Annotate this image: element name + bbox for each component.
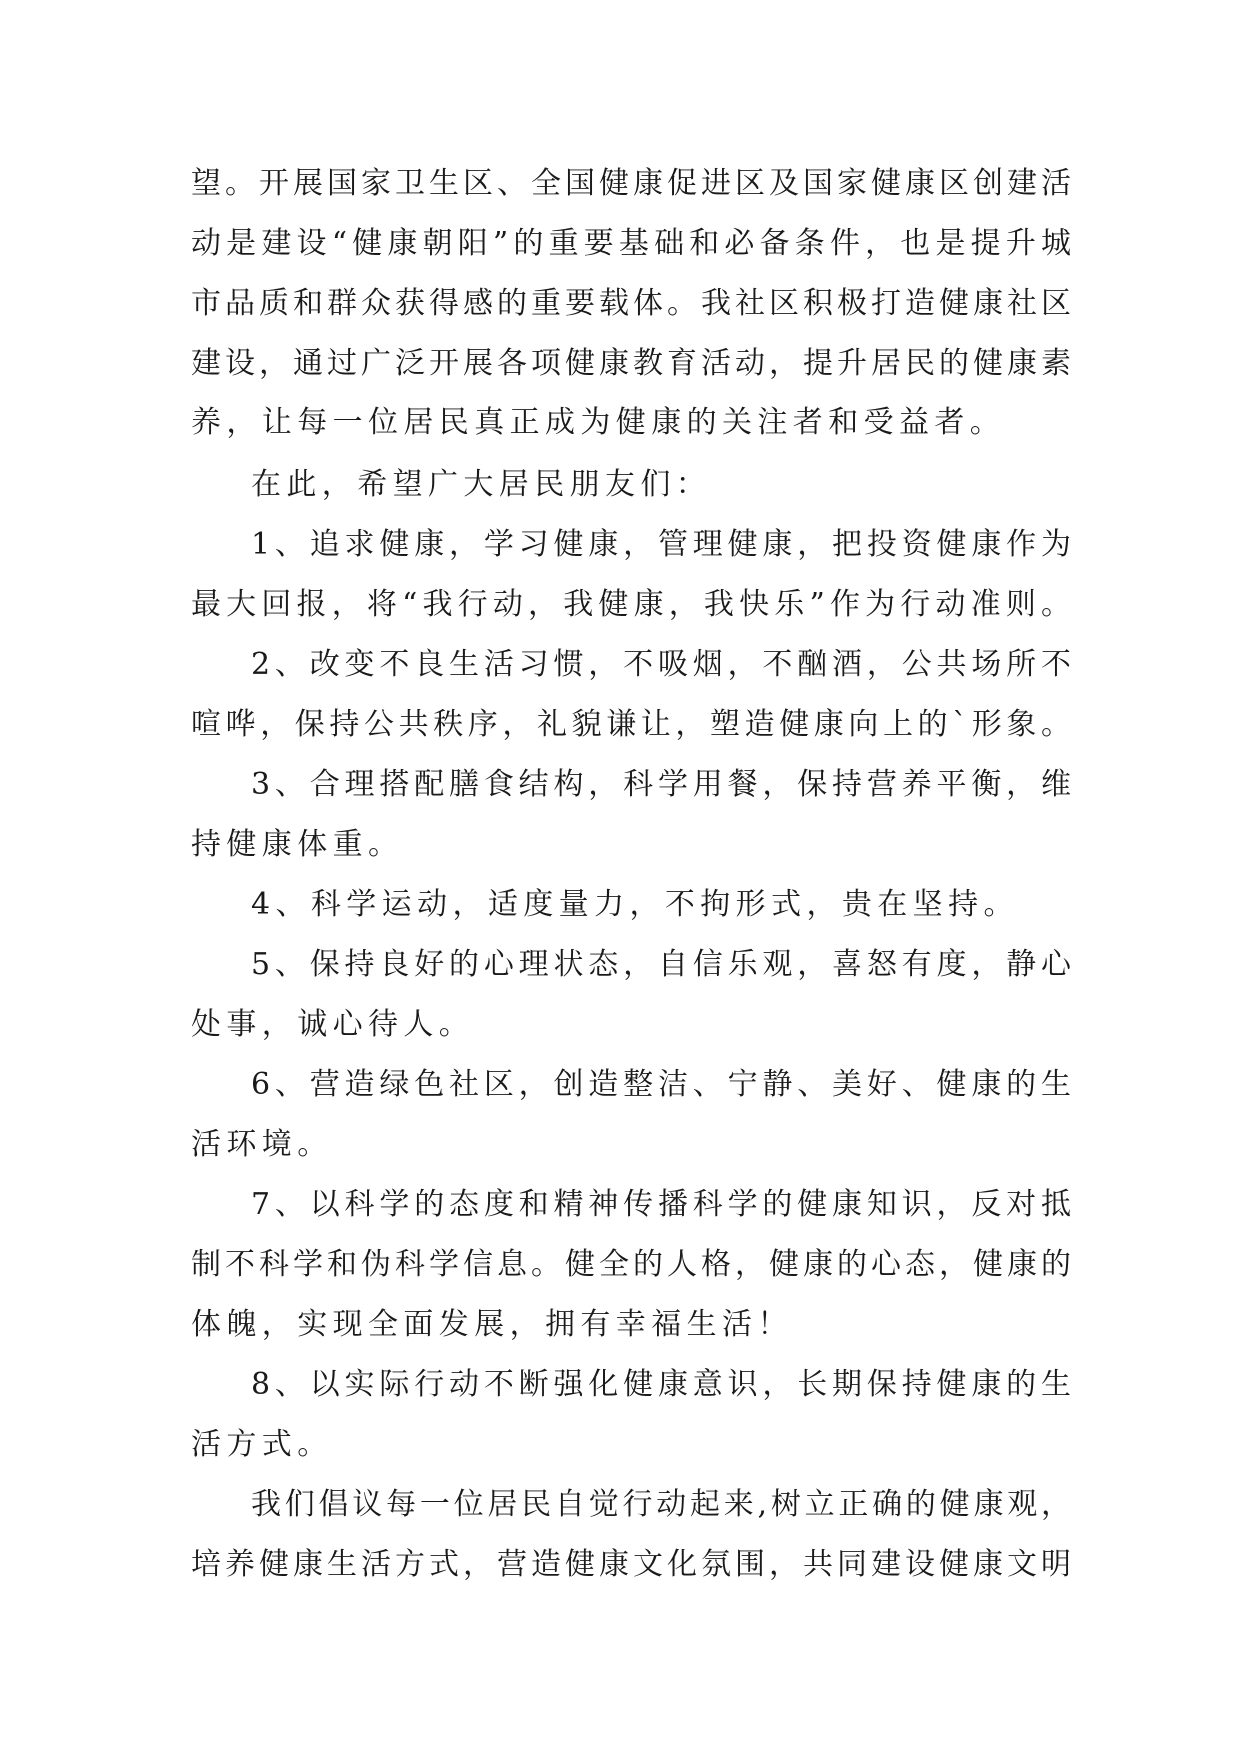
list-item-7-continued: 体魄，实现全面发展，拥有幸福生活！ <box>191 1307 793 1342</box>
list-item-2-continued: 喧哗，保持公共秩序，礼貌谦让，塑造健康向上的`形象。 <box>191 707 1071 742</box>
list-item-3: 3、合理搭配膳食结构，科学用餐，保持营养平衡，维 <box>251 767 1071 802</box>
body-text-line: 养，让每一位居民真正成为健康的关注者和受益者。 <box>191 405 1006 440</box>
list-item-6: 6、营造绿色社区，创造整洁、宁静、美好、健康的生 <box>251 1067 1071 1102</box>
body-text-line: 建设，通过广泛开展各项健康教育活动，提升居民的健康素 <box>191 346 1071 381</box>
list-item-1: 1、追求健康，学习健康，管理健康，把投资健康作为 <box>251 527 1071 562</box>
paragraph-intro: 在此，希望广大居民朋友们： <box>251 467 712 502</box>
body-text-line: 市品质和群众获得感的重要载体。我社区积极打造健康社区 <box>191 286 1071 321</box>
list-item-5-continued: 处事，诚心待人。 <box>191 1007 475 1042</box>
list-item-5: 5、保持良好的心理状态，自信乐观，喜怒有度，静心 <box>251 947 1071 982</box>
list-item-3-continued: 持健康体重。 <box>191 827 404 862</box>
body-text-line: 动是建设“健康朝阳”的重要基础和必备条件，也是提升城 <box>191 226 1071 261</box>
list-item-8: 8、以实际行动不断强化健康意识，长期保持健康的生 <box>251 1367 1071 1402</box>
closing-paragraph: 我们倡议每一位居民自觉行动起来,树立正确的健康观， <box>251 1487 1071 1522</box>
body-text-line: 望。开展国家卫生区、全国健康促进区及国家健康区创建活 <box>191 166 1071 201</box>
list-item-2: 2、改变不良生活习惯，不吸烟，不酗酒，公共场所不 <box>251 647 1071 682</box>
list-item-7-continued: 制不科学和伪科学信息。健全的人格，健康的心态，健康的 <box>191 1247 1071 1282</box>
list-item-1-continued: 最大回报，将“我行动，我健康，我快乐”作为行动准则。 <box>191 587 1071 622</box>
list-item-7: 7、以科学的态度和精神传播科学的健康知识，反对抵 <box>251 1187 1071 1222</box>
closing-paragraph-continued: 培养健康生活方式，营造健康文化氛围，共同建设健康文明 <box>191 1547 1071 1582</box>
list-item-8-continued: 活方式。 <box>191 1427 333 1462</box>
list-item-4: 4、科学运动，适度量力，不拘形式，贵在坚持。 <box>251 887 1019 922</box>
list-item-6-continued: 活环境。 <box>191 1127 333 1162</box>
